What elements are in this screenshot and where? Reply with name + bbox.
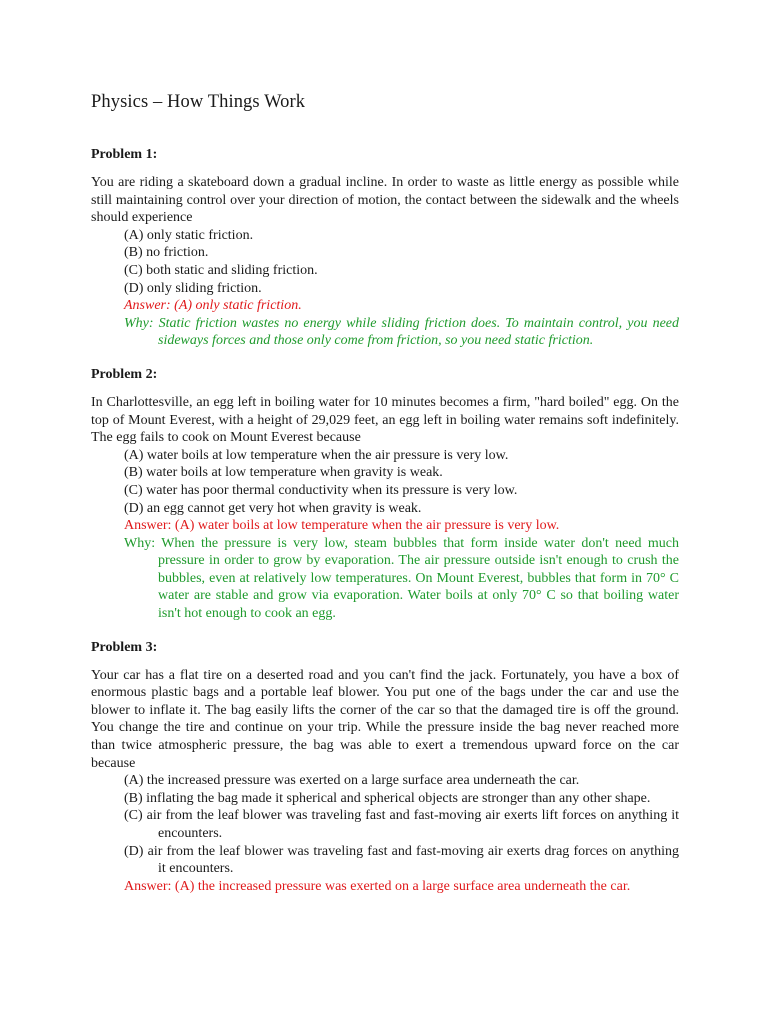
page-title: Physics – How Things Work [91, 92, 306, 112]
option-b: (B) water boils at low temperature when gravity is weak. [124, 465, 443, 481]
option-b: (B) inflating the bag made it spherical and spherical objects are stronger than any other shape. [124, 790, 651, 806]
answer-line: Answer: (A) the increased pressure was exerted on a large surface area underneath the car. [124, 878, 631, 894]
problem-question: Your car has a flat tire on a deserted road and you can't find the jack. Fortunately, you have a box of enormous plastic bags and a portable leaf blower. You put one of the bags under the car and use the blower to inflate it. The bag easily lifts the corner of the car so that the damaged tire is off the ground. You change the tire and continue on your trip. While the pressure inside the bag never reached more than twice atmospheric pressure, the bag was able to exert a tremendous upward force on the car because [91, 667, 679, 771]
problem-heading: Problem 3: [91, 639, 158, 655]
option-c: (C) both static and sliding friction. [124, 262, 318, 278]
problem-question: You are riding a skateboard down a gradual incline. In order to waste as little energy as possible while still maintaining control over your direction of motion, the contact between the sidewalk and the wheels should experience [91, 175, 679, 226]
option-d: (D) only sliding friction. [124, 280, 262, 296]
answer-options [91, 772, 679, 878]
problem-heading: Problem 1: [91, 147, 158, 162]
option-a: (A) water boils at low temperature when the air pressure is very low. [124, 447, 509, 463]
option-d: (D) air from the leaf blower was traveling fast and fast-moving air exerts drag forces on anything it encounters. [124, 843, 679, 877]
spacer [91, 623, 679, 640]
problem-question: In Charlottesville, an egg left in boiling water for 10 minutes becomes a firm, "hard boiled" egg. On the top of Mount Everest, with a height of 29,029 feet, an egg left in boiling water remains soft indefinitely. The egg fails to cook on Mount Everest because [91, 394, 679, 446]
option-a: (A) the increased pressure was exerted on a large surface area underneath the car. [124, 773, 580, 789]
answer-options [91, 447, 679, 517]
problem-2 [91, 367, 679, 623]
problem-heading: Problem 2: [91, 366, 158, 382]
option-c: (C) water has poor thermal conductivity when its pressure is very low. [124, 482, 518, 498]
spacer [91, 350, 679, 367]
answer-line: Answer: (A) only static friction. [124, 298, 302, 314]
option-d: (D) an egg cannot get very hot when gravity is weak. [124, 500, 422, 516]
option-a: (A) only static friction. [124, 227, 254, 243]
answer-line: Answer: (A) water boils at low temperature when the air pressure is very low. [124, 518, 560, 534]
option-b: (B) no friction. [124, 245, 209, 261]
problem-3 [91, 640, 679, 896]
document-page [91, 92, 679, 895]
why-explanation: Why: When the pressure is very low, steam bubbles that form inside water don't need much pressure in order to grow by evaporation. The air pressure outside isn't enough to crush the bubbles, even at relatively low temperatures. On Mount Everest, bubbles that form in 70° C water are stable and grow via evaporation. Water boils at only 70° C so that boiling water isn't hot enough to cook an egg. [124, 535, 679, 622]
why-explanation: Why: Static friction wastes no energy while sliding friction does. To maintain control, you need sideways forces and those only come from friction, so you need static friction. [124, 315, 679, 349]
option-c: (C) air from the leaf blower was traveling fast and fast-moving air exerts lift forces on anything it encounters. [124, 808, 679, 841]
answer-options [91, 227, 679, 297]
problem-1 [91, 147, 679, 350]
